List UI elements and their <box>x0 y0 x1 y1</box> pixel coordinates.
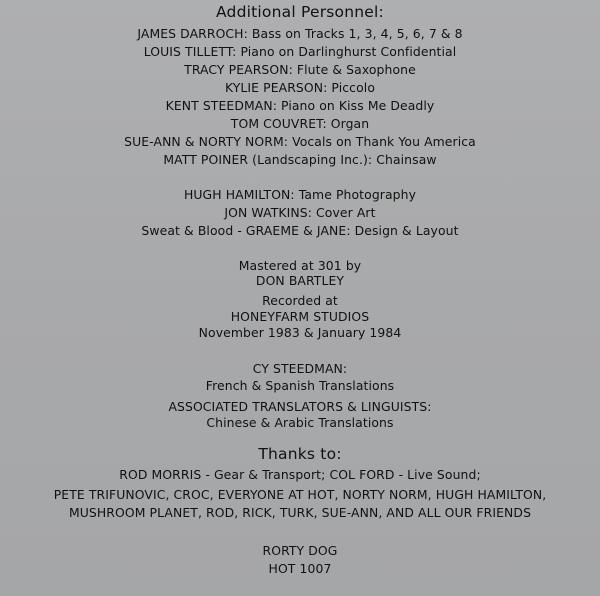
recording-line: Mastered at 301 by <box>238 258 362 273</box>
credit-line: JAMES DARROCH: Bass on Tracks 1, 3, 4, 5, 6, 7 & 8 <box>137 26 463 41</box>
recording-line: Recorded at <box>262 293 338 308</box>
translation-line: Chinese & Arabic Translations <box>206 415 394 430</box>
credit-line: Sweat & Blood - GRAEME & JANE: Design & Layout <box>141 223 459 238</box>
credit-line: JON WATKINS: Cover Art <box>224 205 376 220</box>
label-name: RORTY DOG <box>262 543 338 558</box>
credit-line: SUE-ANN & NORTY NORM: Vocals on Thank You America <box>124 134 476 149</box>
catalog-number: HOT 1007 <box>268 561 332 576</box>
translation-line: ASSOCIATED TRANSLATORS & LINGUISTS: <box>168 399 432 414</box>
translation-line: CY STEEDMAN: <box>252 361 348 376</box>
thanks-line: ROD MORRIS - Gear & Transport; COL FORD - Live Sound; <box>119 467 481 482</box>
thanks-heading: Thanks to: <box>258 445 342 463</box>
credit-line: LOUIS TILLETT: Piano on Darlinghurst Confidential <box>143 44 457 59</box>
credit-line: MATT POINER (Landscaping Inc.): Chainsaw <box>163 152 437 167</box>
credit-line: TRACY PEARSON: Flute & Saxophone <box>184 62 416 77</box>
recording-line: HONEYFARM STUDIOS <box>230 309 370 324</box>
recording-line: November 1983 & January 1984 <box>198 325 402 340</box>
credit-line: KENT STEEDMAN: Piano on Kiss Me Deadly <box>165 98 435 113</box>
personnel-heading: Additional Personnel: <box>216 3 384 21</box>
recording-line: DON BARTLEY <box>255 273 345 288</box>
credit-line: KYLIE PEARSON: Piccolo <box>224 80 376 95</box>
translation-line: French & Spanish Translations <box>205 378 395 393</box>
thanks-line: MUSHROOM PLANET, ROD, RICK, TURK, SUE-ANN, AND ALL OUR FRIENDS <box>68 505 532 520</box>
credit-line: TOM COUVRET: Organ <box>230 116 370 131</box>
thanks-line: PETE TRIFUNOVIC, CROC, EVERYONE AT HOT, NORTY NORM, HUGH HAMILTON, <box>53 487 547 502</box>
credit-line: HUGH HAMILTON: Tame Photography <box>183 187 417 202</box>
